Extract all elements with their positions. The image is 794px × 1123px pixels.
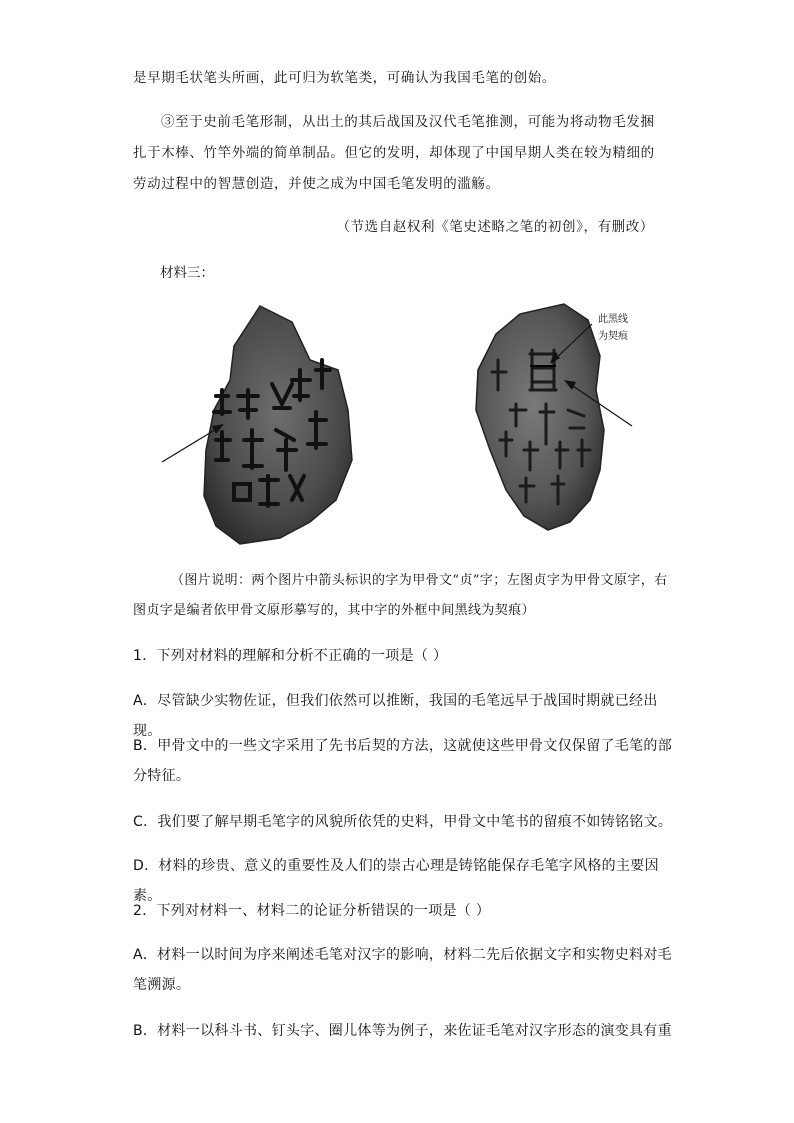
source-citation: （节选自赵权利《笔史述略之笔的初创》，有删改） [336, 219, 654, 235]
question-1-option-d: D．材料的珍贵、意义的重要性及人们的崇古心理是铸铭能保存毛笔字风格的主要因素。 [133, 858, 659, 904]
passage-paragraph-3: ③至于史前毛笔形制，从出土的其后战国及汉代毛笔推测，可能为将动物毛发捆扎于木棒、竹竿外端的简单制品。但它的发明，却体现了中国早期人类在较为精细的劳动过程中的智慧创造，并使之成为中国毛笔发明的滥觞。 [133, 114, 655, 192]
question-2-option-b: B．材料一以科斗书、钉头字、圈儿体等为例子，来佐证毛笔对汉字形态的演变具有重 [133, 1023, 673, 1039]
question-1-option-a: A．尽管缺少实物佐证，但我们依然可以推断，我国的毛笔远早于战国时期就已经出现。 [133, 693, 658, 739]
question-1-option-b: B．甲骨文中的一些文字采用了先书后契的方法，这就使这些甲骨文仅保留了毛笔的部分特征。 [133, 738, 673, 784]
oracle-bone-left-shape [204, 306, 352, 544]
material-3-heading: 材料三： [160, 265, 214, 281]
right-image-label-line-2: 为契痕 [598, 331, 628, 342]
figure-caption: （图片说明：两个图片中箭头标识的字为甲骨文“贞”字；左图贞字为甲骨文原字，右图贞字是编者依甲骨文原形摹写的，其中字的外框中间黑线为契痕） [133, 573, 668, 618]
oracle-bone-left-image [160, 300, 360, 550]
passage-line-1: 是早期毛状笔头所画，此可归为软笔类，可确认为我国毛笔的创始。 [133, 70, 556, 86]
question-1-option-c: C．我们要了解早期毛笔字的风貌所依凭的史料，甲骨文中笔书的留痕不如铸铭铭文。 [133, 814, 673, 830]
question-2-stem: 2．下列对材料一、材料二的论证分析错误的一项是（ ） [133, 903, 491, 919]
question-2-option-a: A．材料一以时间为序来阐述毛笔对汉字的影响，材料二先后依据文字和实物史料对毛笔溯源。 [133, 947, 672, 993]
right-image-label-line-1: 此黑线 [598, 314, 628, 325]
question-1-stem: 1．下列对材料的理解和分析不正确的一项是（ ） [133, 648, 448, 664]
